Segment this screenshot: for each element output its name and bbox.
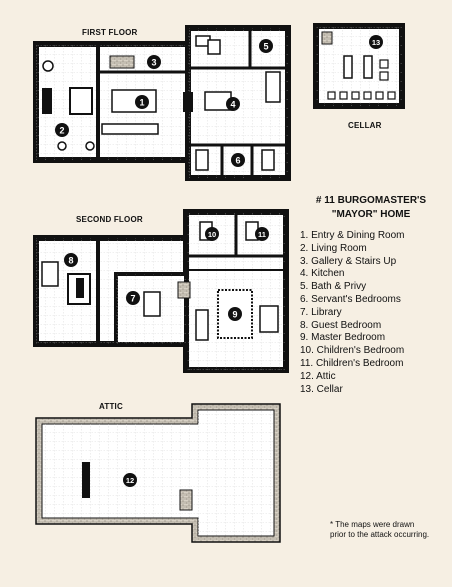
legend-item: 2. Living Room xyxy=(300,242,367,254)
first-floor-label: FIRST FLOOR xyxy=(82,28,138,37)
second-floor-label: SECOND FLOOR xyxy=(76,215,143,224)
room-number: 13 xyxy=(371,38,381,47)
legend-item: 5. Bath & Privy xyxy=(300,281,367,293)
legend-item: 10. Children's Bedroom xyxy=(300,345,405,357)
room-marker-11 xyxy=(255,227,269,241)
cellar-plan xyxy=(316,26,402,106)
room-marker-3 xyxy=(147,55,161,69)
footnote-star: * xyxy=(330,520,334,529)
attic-label: ATTIC xyxy=(99,402,123,411)
legend-item: 7. Library xyxy=(300,306,342,318)
room-number: 7 xyxy=(130,293,136,304)
map-subtitle: "MAYOR" HOME xyxy=(331,209,411,220)
room-number: 3 xyxy=(151,57,157,68)
room-number: 10 xyxy=(207,230,217,239)
legend-item: 13. Cellar xyxy=(300,383,343,395)
legend-item: 3. Gallery & Stairs Up xyxy=(300,255,397,267)
legend-item: 9. Master Bedroom xyxy=(300,332,386,344)
room-marker-6 xyxy=(231,153,245,167)
room-marker-4 xyxy=(226,97,240,111)
room-marker-12 xyxy=(123,473,137,487)
room-marker-10 xyxy=(205,227,219,241)
second-floor-plan xyxy=(36,212,286,370)
room-number: 4 xyxy=(230,99,236,110)
room-marker-8 xyxy=(64,253,78,267)
cellar-label: CELLAR xyxy=(348,121,382,130)
legend-item: 11. Children's Bedroom xyxy=(300,357,404,369)
room-number: 9 xyxy=(232,309,238,320)
legend-item: 4. Kitchen xyxy=(300,268,345,280)
legend-item: 6. Servant's Bedrooms xyxy=(300,293,401,305)
first-floor-plan xyxy=(36,28,288,178)
room-marker-13 xyxy=(369,35,383,49)
legend-item: 8. Guest Bedroom xyxy=(300,319,382,331)
room-number: 1 xyxy=(139,97,145,108)
room-number: 6 xyxy=(235,155,241,166)
footnote xyxy=(330,520,430,540)
room-number: 8 xyxy=(68,255,74,266)
room-number: 11 xyxy=(258,230,266,239)
attic-plan xyxy=(36,404,280,542)
room-number: 5 xyxy=(263,41,269,52)
room-number: 12 xyxy=(125,476,135,485)
room-marker-9 xyxy=(228,307,242,321)
footnote-text: The maps were drawn prior to the attack occurring. xyxy=(330,520,430,539)
room-marker-5 xyxy=(259,39,273,53)
room-number: 2 xyxy=(59,125,65,136)
room-legend xyxy=(300,230,405,396)
legend-item: 12. Attic xyxy=(300,370,336,382)
map-title: # 11 BURGOMASTER'S xyxy=(315,195,427,206)
legend-item: 1. Entry & Dining Room xyxy=(300,230,405,241)
room-marker-2 xyxy=(55,123,69,137)
room-marker-1 xyxy=(135,95,149,109)
room-marker-7 xyxy=(126,291,140,305)
